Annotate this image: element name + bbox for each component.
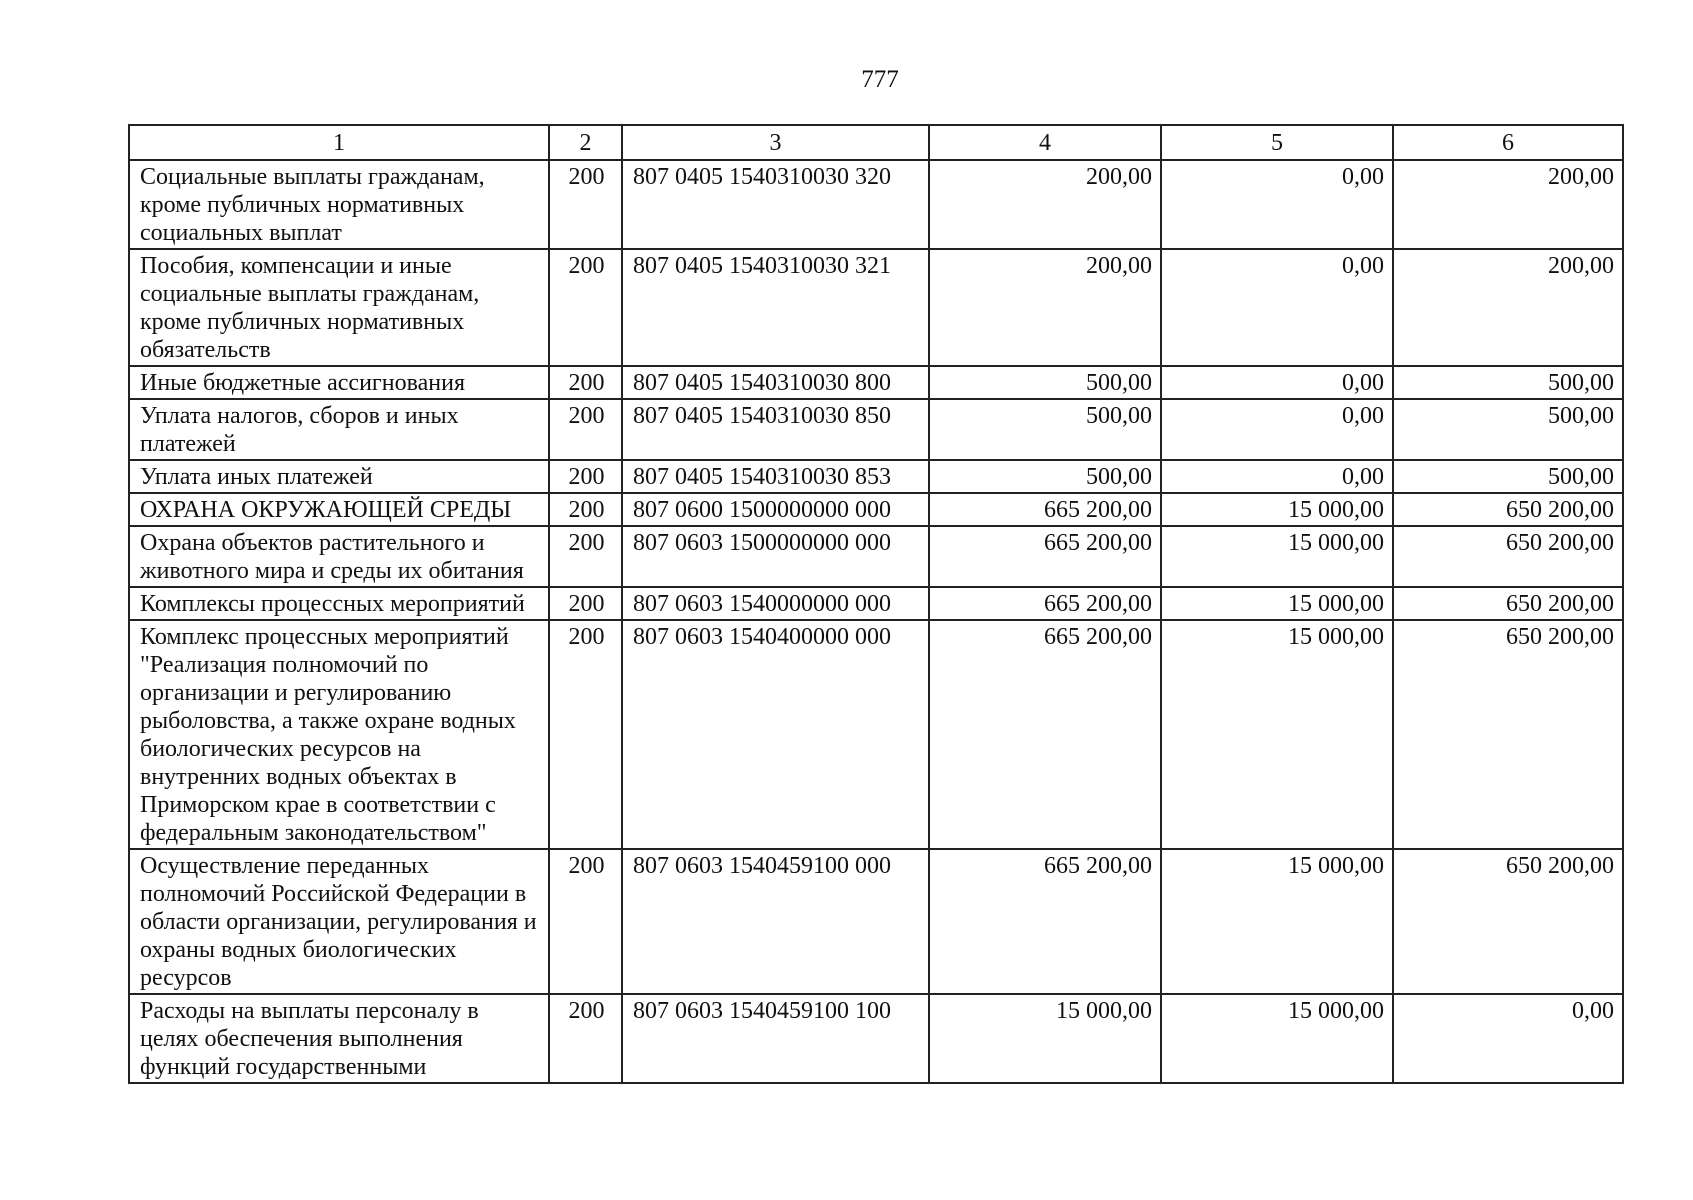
row-name: Расходы на выплаты персоналу в целях обеспечения выполнения функций государственными <box>129 994 549 1083</box>
row-col6-amount: 650 200,00 <box>1393 493 1623 526</box>
row-col6-amount: 500,00 <box>1393 399 1623 460</box>
row-name: Комплекс процессных мероприятий "Реализация полномочий по организации и регулированию рыболовства, а также охране водных биологических ресурсов на внутренних водных объектах в Приморском крае в соответствии с федеральным законодательством" <box>129 620 549 849</box>
row-code: 200 <box>549 249 622 366</box>
row-col4-amount: 665 200,00 <box>929 493 1161 526</box>
row-name: Уплата иных платежей <box>129 460 549 493</box>
row-classification: 807 0405 1540310030 853 <box>622 460 929 493</box>
header-col-6: 6 <box>1393 125 1623 160</box>
page-number: 777 <box>861 66 899 93</box>
row-col4-amount: 665 200,00 <box>929 620 1161 849</box>
row-col6-amount: 650 200,00 <box>1393 587 1623 620</box>
row-col4-amount: 665 200,00 <box>929 526 1161 587</box>
header-col-4: 4 <box>929 125 1161 160</box>
header-col-1: 1 <box>129 125 549 160</box>
table-row <box>129 399 1623 460</box>
row-name: Охрана объектов растительного и животного мира и среды их обитания <box>129 526 549 587</box>
row-col4-amount: 200,00 <box>929 249 1161 366</box>
row-name: ОХРАНА ОКРУЖАЮЩЕЙ СРЕДЫ <box>129 493 549 526</box>
row-col4-amount: 665 200,00 <box>929 849 1161 994</box>
table-row <box>129 620 1623 849</box>
row-col6-amount: 200,00 <box>1393 160 1623 249</box>
row-code: 200 <box>549 366 622 399</box>
row-name: Иные бюджетные ассигнования <box>129 366 549 399</box>
row-code: 200 <box>549 526 622 587</box>
row-col6-amount: 500,00 <box>1393 366 1623 399</box>
table-row <box>129 994 1623 1083</box>
row-classification: 807 0405 1540310030 850 <box>622 399 929 460</box>
row-col4-amount: 500,00 <box>929 366 1161 399</box>
row-col4-amount: 200,00 <box>929 160 1161 249</box>
row-col5-amount: 0,00 <box>1161 460 1393 493</box>
table-header <box>129 125 1623 160</box>
row-code: 200 <box>549 587 622 620</box>
row-col5-amount: 15 000,00 <box>1161 994 1393 1083</box>
table-row <box>129 849 1623 994</box>
row-col5-amount: 0,00 <box>1161 160 1393 249</box>
row-col5-amount: 0,00 <box>1161 366 1393 399</box>
header-col-3: 3 <box>622 125 929 160</box>
row-col5-amount: 15 000,00 <box>1161 493 1393 526</box>
row-name: Социальные выплаты гражданам, кроме публичных нормативных социальных выплат <box>129 160 549 249</box>
row-col6-amount: 0,00 <box>1393 994 1623 1083</box>
row-code: 200 <box>549 493 622 526</box>
table-row <box>129 366 1623 399</box>
row-classification: 807 0405 1540310030 320 <box>622 160 929 249</box>
row-col6-amount: 650 200,00 <box>1393 620 1623 849</box>
row-code: 200 <box>549 994 622 1083</box>
row-col6-amount: 200,00 <box>1393 249 1623 366</box>
row-code: 200 <box>549 620 622 849</box>
row-code: 200 <box>549 849 622 994</box>
header-col-2: 2 <box>549 125 622 160</box>
table-row <box>129 587 1623 620</box>
row-col5-amount: 15 000,00 <box>1161 587 1393 620</box>
budget-table <box>128 124 1624 1084</box>
row-col5-amount: 0,00 <box>1161 249 1393 366</box>
table-row <box>129 249 1623 366</box>
row-col6-amount: 500,00 <box>1393 460 1623 493</box>
row-col5-amount: 15 000,00 <box>1161 526 1393 587</box>
row-classification: 807 0603 1540459100 100 <box>622 994 929 1083</box>
row-classification: 807 0405 1540310030 321 <box>622 249 929 366</box>
table-row <box>129 460 1623 493</box>
row-col5-amount: 15 000,00 <box>1161 849 1393 994</box>
row-col5-amount: 0,00 <box>1161 399 1393 460</box>
row-col4-amount: 500,00 <box>929 460 1161 493</box>
row-col5-amount: 15 000,00 <box>1161 620 1393 849</box>
table-row <box>129 493 1623 526</box>
row-col4-amount: 15 000,00 <box>929 994 1161 1083</box>
header-col-5: 5 <box>1161 125 1393 160</box>
row-classification: 807 0603 1540400000 000 <box>622 620 929 849</box>
row-classification: 807 0405 1540310030 800 <box>622 366 929 399</box>
row-name: Комплексы процессных мероприятий <box>129 587 549 620</box>
row-name: Осуществление переданных полномочий Российской Федерации в области организации, регулирования и охраны водных биологических ресурсов <box>129 849 549 994</box>
row-code: 200 <box>549 160 622 249</box>
row-col4-amount: 665 200,00 <box>929 587 1161 620</box>
row-classification: 807 0600 1500000000 000 <box>622 493 929 526</box>
header-row <box>129 125 1623 160</box>
row-col6-amount: 650 200,00 <box>1393 526 1623 587</box>
row-name: Уплата налогов, сборов и иных платежей <box>129 399 549 460</box>
row-classification: 807 0603 1500000000 000 <box>622 526 929 587</box>
row-name: Пособия, компенсации и иные социальные выплаты гражданам, кроме публичных нормативных обязательств <box>129 249 549 366</box>
row-code: 200 <box>549 460 622 493</box>
row-classification: 807 0603 1540000000 000 <box>622 587 929 620</box>
row-col4-amount: 500,00 <box>929 399 1161 460</box>
row-code: 200 <box>549 399 622 460</box>
table-body <box>129 160 1623 1083</box>
table-row <box>129 526 1623 587</box>
row-col6-amount: 650 200,00 <box>1393 849 1623 994</box>
table-row <box>129 160 1623 249</box>
row-classification: 807 0603 1540459100 000 <box>622 849 929 994</box>
